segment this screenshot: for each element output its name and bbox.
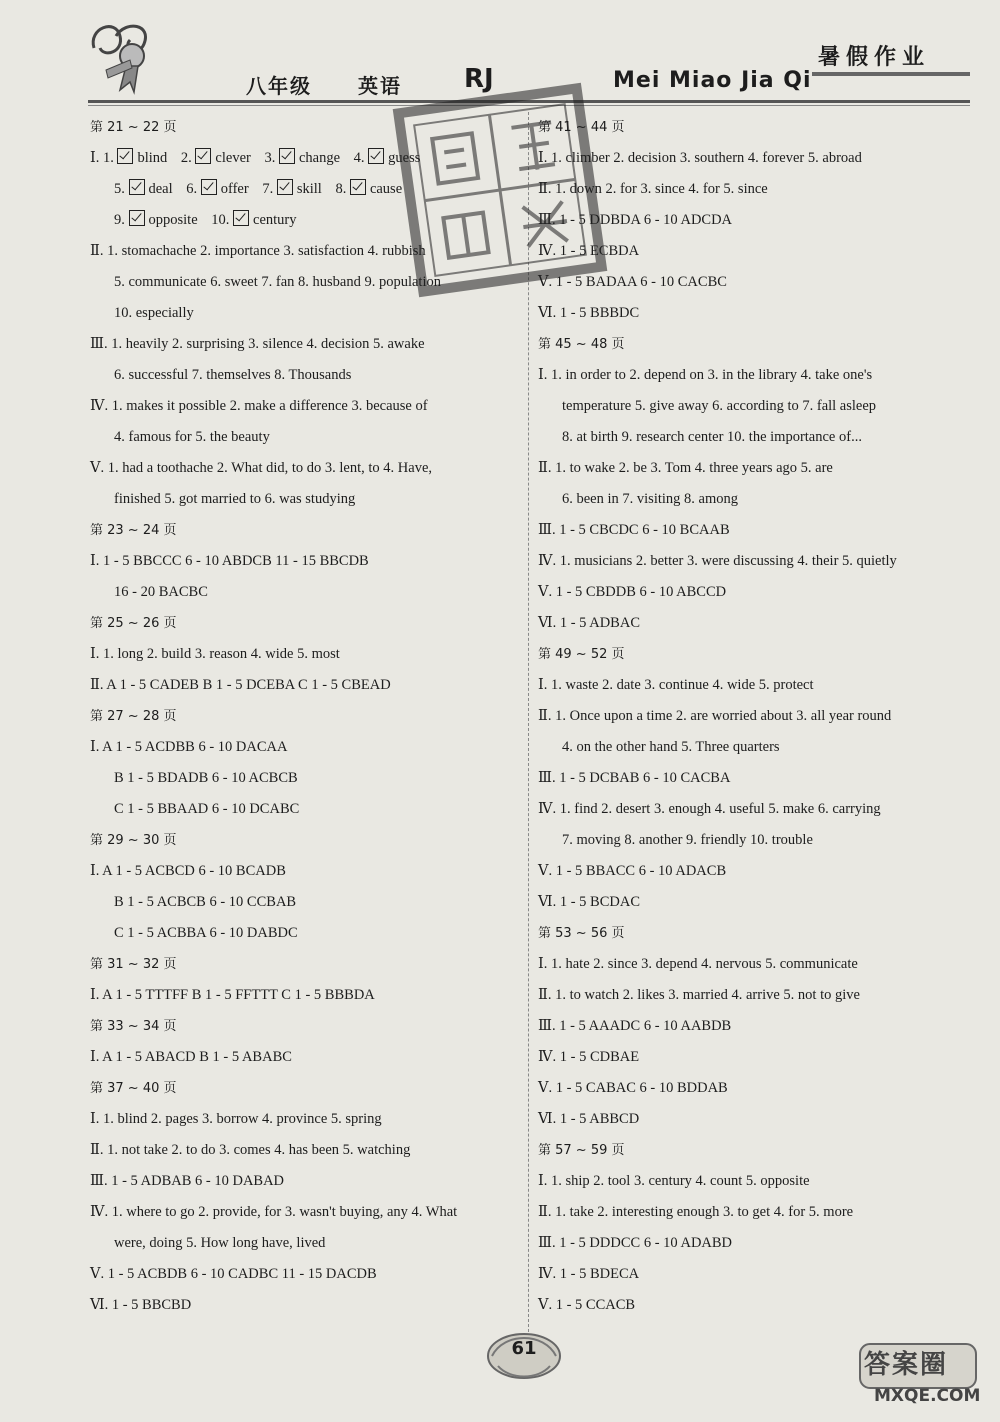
answer-line: Ⅱ. A 1 - 5 CADEB B 1 - 5 DCEBA C 1 - 5 CBEAD xyxy=(90,677,391,693)
answer-line: Ⅱ. 1. down 2. for 3. since 4. for 5. since xyxy=(538,181,768,197)
column-divider xyxy=(528,112,529,1347)
answer-line: Ⅰ. 1 - 5 BBCCC 6 - 10 ABDCB 11 - 15 BBCDB xyxy=(90,553,369,569)
answer-line: Ⅱ. 1. Once upon a time 2. are worried about 3. all year round xyxy=(538,708,892,724)
answer-line: Ⅰ. A 1 - 5 ACBCD 6 - 10 BCADB xyxy=(90,863,286,879)
page-number: 61 xyxy=(511,1338,537,1359)
answer-line: 9. opposite 10. century xyxy=(114,212,297,228)
checkbox-icon xyxy=(117,148,133,164)
answer-line: Ⅲ. 1 - 5 DCBAB 6 - 10 CACBA xyxy=(538,770,731,786)
answer-line: Ⅰ. 1. waste 2. date 3. continue 4. wide 5. protect xyxy=(538,677,814,693)
answer-line: Ⅵ. 1 - 5 ABBCD xyxy=(538,1111,640,1127)
header-accent-rule xyxy=(812,72,970,76)
answer-line: Ⅲ. 1 - 5 DDDCC 6 - 10 ADABD xyxy=(538,1235,733,1251)
page-label: 第 27 ~ 28 页 xyxy=(90,709,177,724)
answer-line: Ⅰ. 1. in order to 2. depend on 3. in the library 4. take one's xyxy=(538,367,873,383)
answer-line: Ⅲ. 1 - 5 CBCDC 6 - 10 BCAAB xyxy=(538,522,730,538)
publisher-stamp xyxy=(387,77,613,303)
answer-line: Ⅱ. 1. to wake 2. be 3. Tom 4. three years ago 5. are xyxy=(538,460,833,476)
answer-line: 16 - 20 BACBC xyxy=(114,584,208,600)
answer-line: Ⅰ. 1. ship 2. tool 3. century 4. count 5. opposite xyxy=(538,1173,810,1189)
checkbox-icon xyxy=(129,210,145,226)
answer-line: Ⅳ. 1 - 5 CDBAE xyxy=(538,1049,640,1065)
answer-line: Ⅳ. 1. musicians 2. better 3. were discussing 4. their 5. quietly xyxy=(538,553,897,569)
answer-line: 8. at birth 9. research center 10. the importance of... xyxy=(562,429,862,445)
answer-line: Ⅲ. 1 - 5 AAADC 6 - 10 AABDB xyxy=(538,1018,732,1034)
header-edition: RJ xyxy=(464,64,494,94)
answer-line: 6. successful 7. themselves 8. Thousands xyxy=(114,367,352,383)
page-label: 第 29 ~ 30 页 xyxy=(90,833,177,848)
answer-line: were, doing 5. How long have, lived xyxy=(114,1235,326,1251)
answer-line: Ⅱ. 1. take 2. interesting enough 3. to get 4. for 5. more xyxy=(538,1204,854,1220)
answer-line: Ⅲ. 1 - 5 DDBDA 6 - 10 ADCDA xyxy=(538,212,733,228)
page-label: 第 31 ~ 32 页 xyxy=(90,957,177,972)
answer-line: Ⅰ. 1. blind 2. clever 3. change 4. guess xyxy=(90,150,421,166)
page-label: 第 41 ~ 44 页 xyxy=(538,120,625,135)
checkbox-icon xyxy=(368,148,384,164)
answer-line: Ⅴ. 1 - 5 ACBDB 6 - 10 CADBC 11 - 15 DACDB xyxy=(90,1266,377,1282)
watermark-en: MXQE.COM xyxy=(874,1386,981,1406)
answer-line: Ⅱ. 1. to watch 2. likes 3. married 4. arrive 5. not to give xyxy=(538,987,860,1003)
answer-line: Ⅱ. 1. not take 2. to do 3. comes 4. has been 5. watching xyxy=(90,1142,411,1158)
checkbox-icon xyxy=(277,179,293,195)
answer-line: 4. on the other hand 5. Three quarters xyxy=(562,739,780,755)
header-subject: 英语 xyxy=(358,74,402,98)
answer-line: Ⅵ. 1 - 5 ADBAC xyxy=(538,615,640,631)
answer-line: Ⅰ. A 1 - 5 ACDBB 6 - 10 DACAA xyxy=(90,739,288,755)
answer-line: Ⅰ. A 1 - 5 TTTFF B 1 - 5 FFTTT C 1 - 5 BBBDA xyxy=(90,987,375,1003)
answer-line: C 1 - 5 BBAAD 6 - 10 DCABC xyxy=(114,801,300,817)
page-label: 第 45 ~ 48 页 xyxy=(538,337,625,352)
page-label: 第 25 ~ 26 页 xyxy=(90,616,177,631)
header-grade: 八年级 xyxy=(246,74,312,98)
page-label: 第 53 ~ 56 页 xyxy=(538,926,625,941)
checkbox-icon xyxy=(201,179,217,195)
checkbox-icon xyxy=(350,179,366,195)
answer-line: Ⅳ. 1 - 5 BDECA xyxy=(538,1266,640,1282)
watermark-cn: 答案圈 xyxy=(864,1350,949,1380)
checkbox-icon xyxy=(279,148,295,164)
answer-line: 6. been in 7. visiting 8. among xyxy=(562,491,738,507)
answer-line: Ⅴ. 1. had a toothache 2. What did, to do 3. lent, to 4. Have, xyxy=(90,460,433,476)
answer-line: 10. especially xyxy=(114,305,194,321)
answer-line: Ⅴ. 1 - 5 CCACB xyxy=(538,1297,636,1313)
answer-line: 7. moving 8. another 9. friendly 10. trouble xyxy=(562,832,813,848)
page-label: 第 49 ~ 52 页 xyxy=(538,647,625,662)
answer-line: Ⅰ. 1. blind 2. pages 3. borrow 4. province 5. spring xyxy=(90,1111,382,1127)
answer-line: Ⅴ. 1 - 5 BBACC 6 - 10 ADACB xyxy=(538,863,727,879)
page-label: 第 23 ~ 24 页 xyxy=(90,523,177,538)
answer-line: 4. famous for 5. the beauty xyxy=(114,429,270,445)
answer-line: Ⅰ. 1. long 2. build 3. reason 4. wide 5. most xyxy=(90,646,340,662)
checkbox-icon xyxy=(195,148,211,164)
answer-line: Ⅰ. 1. climber 2. decision 3. southern 4. forever 5. abroad xyxy=(538,150,862,166)
ribbon-logo-icon xyxy=(86,18,166,96)
page-label: 第 57 ~ 59 页 xyxy=(538,1143,625,1158)
answer-line: temperature 5. give away 6. according to 7. fall asleep xyxy=(562,398,877,414)
answer-line: Ⅰ. A 1 - 5 ABACD B 1 - 5 ABABC xyxy=(90,1049,292,1065)
right-column xyxy=(538,112,978,1321)
answer-line: Ⅳ. 1 - 5 ECBDA xyxy=(538,243,640,259)
answer-line: Ⅳ. 1. find 2. desert 3. enough 4. useful 5. make 6. carrying xyxy=(538,801,881,817)
page-label: 第 33 ~ 34 页 xyxy=(90,1019,177,1034)
answer-line: Ⅲ. 1. heavily 2. surprising 3. silence 4. decision 5. awake xyxy=(90,336,425,352)
answer-line: Ⅴ. 1 - 5 CBDDB 6 - 10 ABCCD xyxy=(538,584,727,600)
answer-line: B 1 - 5 ACBCB 6 - 10 CCBAB xyxy=(114,894,297,910)
answer-line: finished 5. got married to 6. was studying xyxy=(114,491,356,507)
answer-line: B 1 - 5 BDADB 6 - 10 ACBCB xyxy=(114,770,298,786)
answer-line: Ⅱ. 1. stomachache 2. importance 3. satisfaction 4. rubbish xyxy=(90,243,426,259)
page-label: 第 37 ~ 40 页 xyxy=(90,1081,177,1096)
header-series: Mei Miao Jia Qi xyxy=(613,68,812,93)
answer-line: 5. deal 6. offer 7. skill 8. cause xyxy=(114,181,403,197)
checkbox-icon xyxy=(129,179,145,195)
checkbox-icon xyxy=(233,210,249,226)
answer-line: Ⅴ. 1 - 5 BADAA 6 - 10 CACBC xyxy=(538,274,727,290)
answer-line: Ⅰ. 1. hate 2. since 3. depend 4. nervous 5. communicate xyxy=(538,956,858,972)
answer-line: Ⅴ. 1 - 5 CABAC 6 - 10 BDDAB xyxy=(538,1080,728,1096)
answer-line: Ⅵ. 1 - 5 BBCBD xyxy=(90,1297,192,1313)
answer-line: Ⅳ. 1. where to go 2. provide, for 3. wasn't buying, any 4. What xyxy=(90,1204,458,1220)
answer-line: 5. communicate 6. sweet 7. fan 8. husband 9. population xyxy=(114,274,441,290)
page-label: 第 21 ~ 22 页 xyxy=(90,120,177,135)
answer-line: Ⅵ. 1 - 5 BBBDC xyxy=(538,305,640,321)
header-book-title: 暑假作业 xyxy=(818,45,931,70)
answer-line: Ⅵ. 1 - 5 BCDAC xyxy=(538,894,640,910)
answer-line: Ⅳ. 1. makes it possible 2. make a difference 3. because of xyxy=(90,398,428,414)
answer-line: Ⅲ. 1 - 5 ADBAB 6 - 10 DABAD xyxy=(90,1173,285,1189)
answer-line: C 1 - 5 ACBBA 6 - 10 DABDC xyxy=(114,925,298,941)
